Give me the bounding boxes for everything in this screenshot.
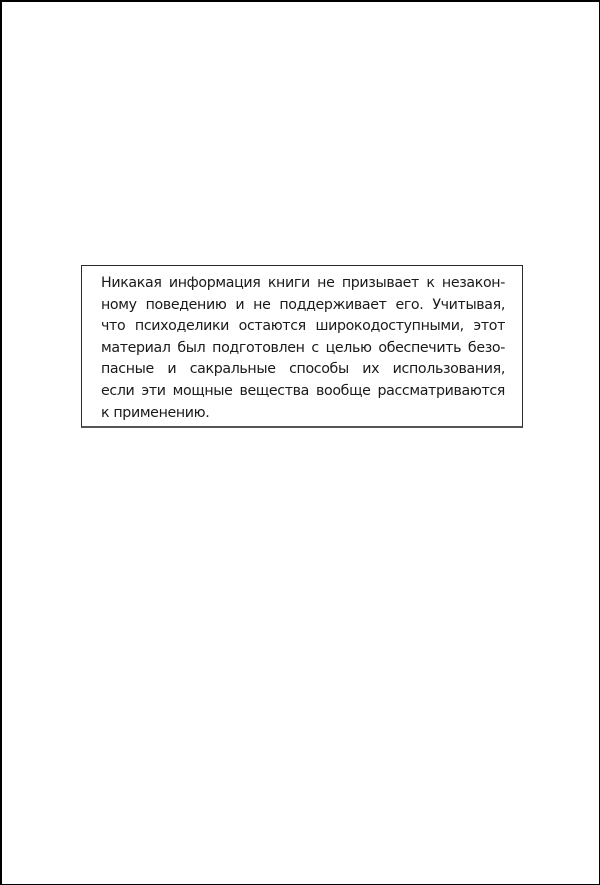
disclaimer-line: к применению. (101, 404, 210, 421)
disclaimer-line: ному поведению и не поддерживает его. Учитывая, (101, 296, 505, 313)
disclaimer-text (101, 273, 505, 424)
disclaimer-line: что психоделики остаются широкодоступными, этот (101, 318, 505, 335)
disclaimer-box (81, 265, 523, 428)
disclaimer-line: материал был подготовлен с целью обеспечить безо- (101, 339, 505, 356)
disclaimer-line: Никакая информация книги не призывает к незакон- (101, 275, 505, 291)
disclaimer-line: если эти мощные вещества вообще рассматриваются (101, 382, 505, 399)
disclaimer-line: пасные и сакральные способы их использования, (101, 361, 505, 378)
